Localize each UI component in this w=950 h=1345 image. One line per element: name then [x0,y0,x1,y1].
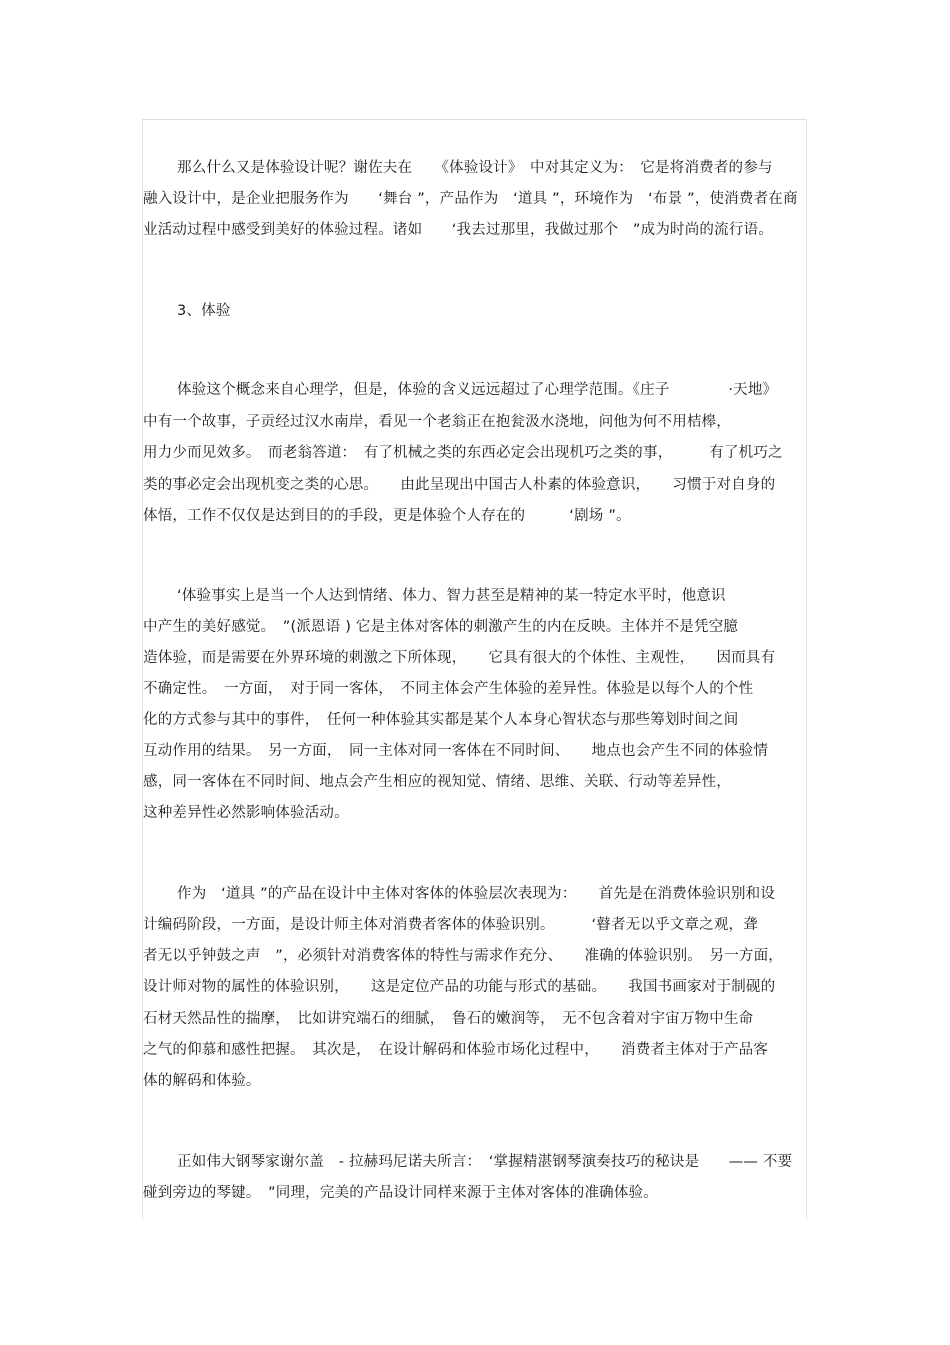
section-heading: 3、体验 [177,303,231,319]
page-frame-top [142,119,807,120]
paragraph-1-line-3: 业活动过程中感受到美好的体验过程。诸如 ‘我去过那里，我做过那个 ”成为时尚的流行语。 [143,222,773,238]
paragraph-4-line-5: 石材天然品性的揣摩， 比如讲究端石的细腻， 鲁石的嫩润等， 无不包含着对宇宙万物中生命 [143,1011,754,1027]
paragraph-2-line-3: 用力少而见效多。 而老翁答道： 有了机械之类的东西必定会出现机巧之类的事， 有了机巧之 [143,445,783,461]
paragraph-1-line-1: 那么什么又是体验设计呢？谢佐夫在 《体验设计》 中对其定义为： 它是将消费者的参与 [177,160,773,176]
paragraph-3-line-6: 互动作用的结果。 另一方面， 同一主体对同一客体在不同时间、 地点也会产生不同的体验情 [143,743,769,759]
paragraph-3-line-5: 化的方式参与其中的事件， 任何一种体验其实都是某个人本身心智状态与那些筹划时间之间 [143,712,739,728]
paragraph-3-line-8: 这种差异性必然影响体验活动。 [143,805,349,821]
paragraph-1-line-2: 融入设计中，是企业把服务作为 ‘舞台 ”，产品作为 ‘道具 ”，环境作为 ‘布景 ”，使消费者在商 [143,191,798,207]
paragraph-3-line-7: 感，同一客体在不同时间、地点会产生相应的视知觉、情绪、思维、关联、行动等差异性， [143,774,731,790]
paragraph-4-line-6: 之气的仰慕和感性把握。 其次是， 在设计解码和体验市场化过程中， 消费者主体对于产品客 [143,1042,769,1058]
paragraph-4-line-7: 体的解码和体验。 [143,1073,261,1089]
paragraph-2-line-5: 体悟，工作不仅仅是达到目的的手段，更是体验个人存在的 ‘剧场 ”。 [143,508,631,524]
paragraph-4-line-2: 计编码阶段，一方面，是设计师主体对消费者客体的体验识别。 ‘瞽者无以乎文章之观，聋 [143,917,758,933]
paragraph-5-line-2: 碰到旁边的琴键。 ”同理，完美的产品设计同样来源于主体对客体的准确体验。 [143,1185,658,1201]
paragraph-5-line-1: 正如伟大钢琴家谢尔盖 - 拉赫玛尼诺夫所言： ‘掌握精湛钢琴演奏技巧的秘诀是 —— 不要 [177,1154,793,1170]
paragraph-2-line-4: 类的事必定会出现机变之类的心思。 由此呈现出中国古人朴素的体验意识， 习惯于对自身的 [143,477,776,493]
paragraph-4-line-1: 作为 ‘道具 ”的产品在设计中主体对客体的体验层次表现为： 首先是在消费体验识别和设 [177,886,776,902]
paragraph-2-line-1: 体验这个概念来自心理学，但是，体验的含义远远超过了心理学范围。《庄子 ·天地》 [177,382,778,398]
paragraph-3-line-1: ‘体验事实上是当一个人达到情绪、体力、智力甚至是精神的某一特定水平时，他意识 [177,588,726,604]
paragraph-3-line-4: 不确定性。 一方面， 对于同一客体， 不同主体会产生体验的差异性。体验是以每个人的个性 [143,681,754,697]
paragraph-4-line-4: 设计师对物的属性的体验识别， 这是定位产品的功能与形式的基础。 我国书画家对于制砚的 [143,979,776,995]
paragraph-2-line-2: 中有一个故事，子贡经过汉水南岸，看见一个老翁正在抱瓮汲水浇地，问他为何不用桔槔， [143,414,731,430]
page-frame-right [806,119,807,1219]
paragraph-3-line-2: 中产生的美好感觉。 ”(派恩语 ) 它是主体对客体的刺激产生的内在反映。主体并不是凭空臆 [143,619,739,635]
paragraph-4-line-3: 者无以乎钟鼓之声 ”，必须针对消费客体的特性与需求作充分、 准确的体验识别。 另一方面， [143,948,784,964]
paragraph-3-line-3: 造体验，而是需要在外界环境的刺激之下所体现， 它具有很大的个体性、主观性， 因而具有 [143,650,776,666]
